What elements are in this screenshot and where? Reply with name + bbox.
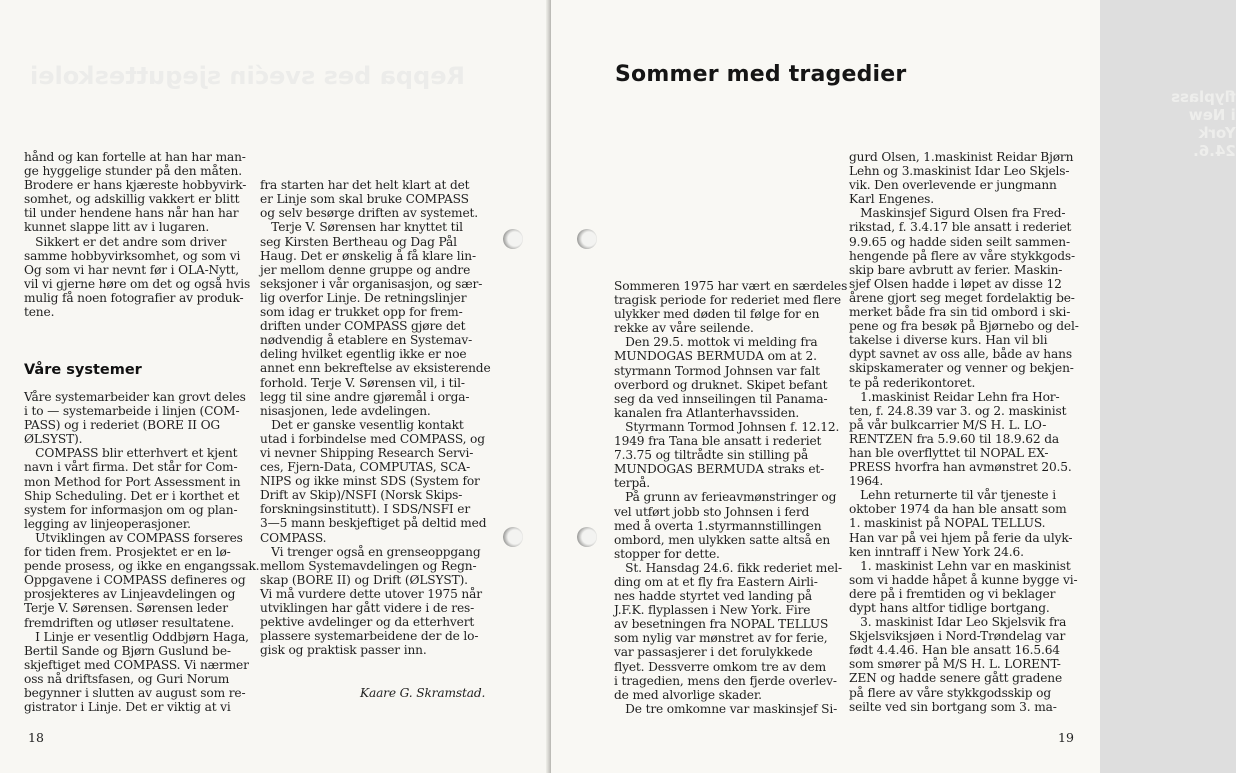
binding-hole — [503, 527, 523, 547]
left-column-2 — [260, 150, 491, 728]
binding-hole — [577, 229, 597, 249]
left-column-1-top: hånd og kan fortelle at han har man- ge hyggelige stunder på den måten. Brodere er hans kjæreste hobbyvirk- somhet, og adskillig vakkert er blitt til under hendene hans når han har kunnet slappe litt av i lugaren. Sikkert er det andre som driver samme hobbyvirksomhet, og som vi Og som vi har nevnt før i OLA-Nytt, vil vi gjerne høre om det og også hvis mulig få noen fotografier av produk- tene. — [24, 150, 251, 320]
page-number-right: 19 — [1058, 730, 1074, 745]
left-page — [0, 0, 550, 773]
right-column-1: Sommeren 1975 har vært en særdeles tragisk periode for rederiet med flere ulykker med døden til følge for en rekke av våre seilende. Den 29.5. mottok vi melding fra MUNDOGAS BERMUDA om at 2. styrmann Tormod Johnsen var falt overbord og druknet. Skipet befant seg da ved innseilingen til Panama- kanalen fra Atlanterhavssiden. Styrmann Tormod Johnsen f. 12.12. 1949 fra Tana ble ansatt i rederiet 7.3.75 og tiltrådte sin stilling på MUNDOGAS BERMUDA straks et- terpå. På grunn av ferieavmønstringer og vel utført jobb sto Johnsen i ferd med å overta 1.styrmannstillingen ombord, men ulykken satte altså en stopper for dette. St. Hansdag 24.6. fikk rederiet mel- ding om at et fly fra Eastern Airli- nes hadde styrtet ved landing på J.F.K. flyplassen i New York. Fire av besetningen fra NOPAL TELLUS som nylig var mønstret av for ferie, var passasjerer i det forulykkede flyet. Dessverre omkom tre av dem i tragedien, mens den fjerde overlev- de med alvorlige skader. De tre omkomne var maskinsjef Si- — [614, 279, 848, 716]
binding-hole — [503, 229, 523, 249]
binding-hole — [577, 527, 597, 547]
article-title: Sommer med tragedier — [615, 62, 907, 87]
show-through-heading: flyplass i New York 24.6. — [1171, 88, 1236, 160]
left-column-2-text: fra starten har det helt klart at det er Linje som skal bruke COMPASS og selv besørge driften av systemet. Terje V. Sørensen har knyttet til seg Kirsten Bertheau og Dag Pål Haug. Det er ønskelig å få klare lin- jer mellom denne gruppe og andre seksjoner i vår organisasjon, og sær- lig overfor Linje. De retningslinjer som idag er trukket opp for frem- driften under COMPASS gjøre det nødvendig å etablere en Systemav- deling hvilket egentlig ikke er noe annet enn bekreftelse av eksisterende forhold. Terje V. Sørensen vil, i til- legg til sine andre gjøremål i orga- nisasjonen, lede avdelingen. Det er ganske vesentlig kontakt utad i forbindelse med COMPASS, og vi nevner Shipping Research Servi- ces, Fjern-Data, COMPUTAS, SCA- NIPS og ikke minst SDS (System for Drift av Skip)/NSFI (Norsk Skips- forskningsinstitutt). I SDS/NSFI er 3—5 mann beskjeftiget på deltid med COMPASS. Vi trenger også en grenseoppgang mellom Systemavdelingen og Regn- skap (BORE II) og Drift (ØLSYST). Vi må vurdere dette utover 1975 når utviklingen har gått videre i de res- pektive avdelinger og da etterhvert plassere systemarbeidene der de lo- gisk og praktisk passer inn. — [260, 178, 491, 658]
left-column-1-bottom: Våre systemarbeider kan grovt deles i to — systemarbeide i linjen (COM- PASS) og i rederiet (BORE II OG ØLSYST). COMPASS blir etterhvert et kjent navn i vårt firma. Det står for Com- mon Method for Port Assessment in Ship Scheduling. Det er i korthet et system for informasjon om og plan- legging av linjeoperasjoner. Utviklingen av COMPASS forseres for tiden frem. Prosjektet er en lø- pende prosess, og ikke en engangssak. Oppgavene i COMPASS defineres og prosjekteres av Linjeavdelingen og Terje V. Sørensen. Sørensen leder fremdriften og utløser resultatene. I Linje er vesentlig Oddbjørn Haga, Bertil Sande og Bjørn Guslund be- skjeftiget med COMPASS. Vi nærmer oss nå driftsfasen, og Guri Norum begynner i slutten av august som re- gistrator i Linje. Det er viktig at vi — [24, 390, 260, 715]
show-through-heading: Reppa bes svećin sjegutteskolei — [30, 62, 465, 90]
page-number-left: 18 — [28, 730, 44, 745]
section-heading: Våre systemer — [24, 362, 142, 378]
right-column-2: gurd Olsen, 1.maskinist Reidar Bjørn Lehn og 3.maskinist Idar Leo Skjels- vik. Den overlevende er jungmann Karl Engenes. Maskinsjef Sigurd Olsen fra Fred- rikstad, f. 3.4.17 ble ansatt i rederiet 9.9.65 og hadde siden seilt sammen- hengende på flere av våre stykkgods- skip bare avbrutt av ferier. Maskin- sjef Olsen hadde i løpet av disse 12 årene gjort seg meget fordelaktig be- merket både fra sin tid ombord i ski- pene og fra besøk på Bjørnebo og del- takelse i diverse kurs. Han vil bli dypt savnet av oss alle, både av hans skipskamerater og venner og bekjen- te på rederikontoret. 1.maskinist Reidar Lehn fra Hor- ten, f. 24.8.39 var 3. og 2. maskinist på vår bulkcarrier M/S H. L. LO- RENTZEN fra 5.9.60 til 18.9.62 da han ble overflyttet til NOPAL EX- PRESS hvorfra han avmønstret 20.5. 1964. Lehn returnerte til vår tjeneste i oktober 1974 da han ble ansatt som 1. maskinist på NOPAL TELLUS. Han var på vei hjem på ferie da ulyk- ken inntraff i New York 24.6. 1. maskinist Lehn var en maskinist som vi hadde håpet å kunne bygge vi- dere på i fremtiden og vi beklager dypt hans altfor tidlige bortgang. 3. maskinist Idar Leo Skjelsvik fra Skjelsviksjøen i Nord-Trøndelag var født 4.4.46. Han ble ansatt 16.5.64 som smører på M/S H. L. LORENT- ZEN og hadde senere gått gradene på flere av våre stykkgodsskip og seilte ved sin bortgang som 3. ma- — [849, 150, 1079, 714]
signature: Kaare G. Skramstad. — [360, 685, 486, 700]
